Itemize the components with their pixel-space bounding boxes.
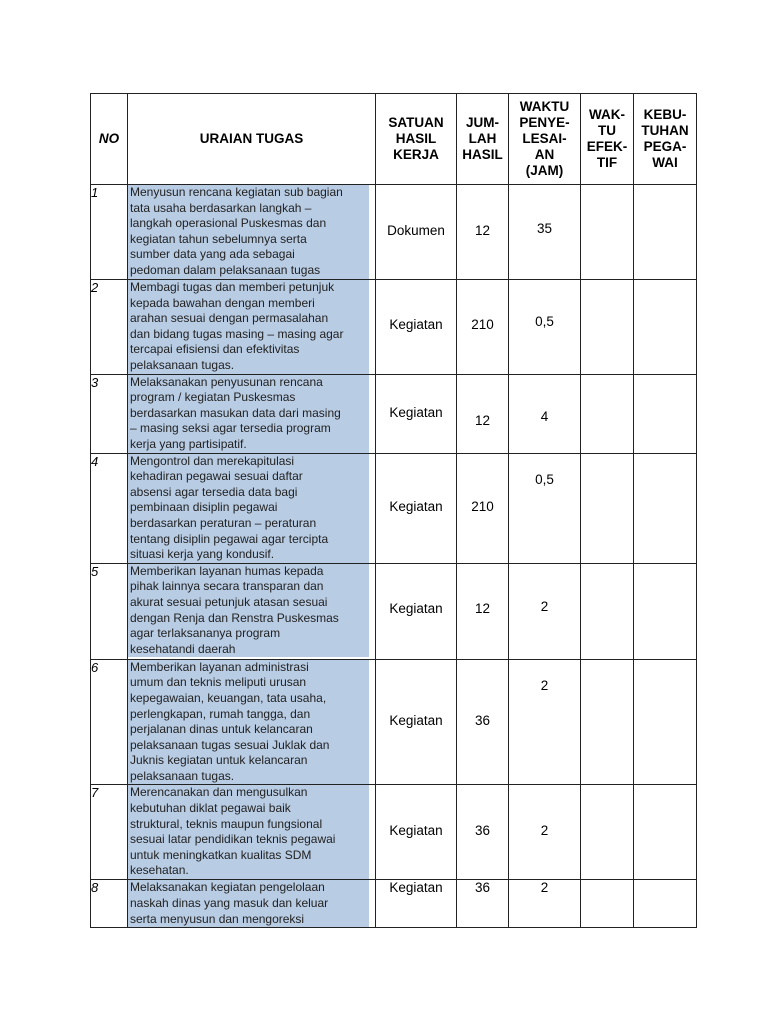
- row-number: 8: [91, 880, 128, 928]
- row-number: 5: [91, 563, 128, 659]
- task-line: Memberikan layanan administrasi: [130, 659, 309, 674]
- staff-need-cell: [634, 659, 697, 785]
- task-line: Mengontrol dan merekapitulasi: [130, 453, 295, 468]
- time-cell: [509, 659, 581, 785]
- time-cell: [509, 453, 581, 563]
- unit-cell: [376, 185, 457, 280]
- time-cell: [509, 563, 581, 659]
- quantity-cell-value: 12: [474, 223, 491, 238]
- unit-cell: [376, 880, 457, 928]
- header-line: WAI: [652, 155, 678, 170]
- unit-cell: [376, 374, 457, 453]
- table-row: [91, 880, 697, 928]
- unit-cell-value: Kegiatan: [389, 823, 443, 839]
- task-description: [128, 280, 376, 375]
- quantity-cell-value: 210: [471, 317, 494, 332]
- header-line: PENYE-: [519, 115, 570, 130]
- time-cell-value: 0,5: [535, 471, 554, 487]
- unit-cell-value: Dokumen: [387, 223, 445, 238]
- unit-cell-value: Kegiatan: [389, 404, 443, 420]
- highlighted-text: [128, 185, 369, 279]
- task-line: untuk meningkatkan kualitas SDM: [130, 847, 312, 862]
- header-line: TU: [598, 123, 616, 138]
- header-no: NO: [91, 94, 128, 185]
- task-description: [128, 374, 376, 453]
- staff-need-cell: [634, 453, 697, 563]
- effective-time-cell: [581, 880, 634, 928]
- task-line: akurat sesuai petunjuk atasan sesuai: [130, 594, 328, 609]
- time-cell: [509, 280, 581, 375]
- header-line: LESAI-: [522, 131, 567, 146]
- staff-need-cell: [634, 185, 697, 280]
- quantity-cell-value: 12: [474, 600, 491, 616]
- task-line: kesehatandi daerah: [130, 641, 236, 656]
- unit-cell: [376, 453, 457, 563]
- header-line: PEGA-: [643, 139, 687, 154]
- highlighted-text: [128, 880, 369, 927]
- task-description: [128, 185, 376, 280]
- task-line: pelaksanaan tugas sesuai Juklak dan: [130, 737, 330, 752]
- table-row: [91, 453, 697, 563]
- header-line: HASIL: [462, 147, 503, 162]
- row-number: 4: [91, 453, 128, 563]
- table-row: [91, 659, 697, 785]
- time-cell: [509, 880, 581, 928]
- quantity-cell: [457, 280, 509, 375]
- task-line: naskah dinas yang masuk dan keluar: [130, 896, 329, 911]
- task-line: kesehatan.: [130, 863, 189, 878]
- task-line: berdasarkan masukan data dari masing: [130, 405, 341, 420]
- quantity-cell-value: 210: [471, 498, 494, 514]
- header-need: [634, 94, 697, 185]
- quantity-cell-value: 36: [474, 880, 491, 896]
- task-line: Membagi tugas dan memberi petunjuk: [130, 280, 335, 294]
- task-description: [128, 563, 376, 659]
- row-number: 1: [91, 185, 128, 280]
- header-unit: [376, 94, 457, 185]
- task-table: [90, 93, 697, 928]
- task-line: struktural, teknis maupun fungsional: [130, 816, 323, 831]
- highlighted-text: [128, 454, 369, 563]
- effective-time-cell: [581, 374, 634, 453]
- header-effective: [581, 94, 634, 185]
- header-line: EFEK-: [586, 139, 628, 154]
- header-line: WAKTU: [519, 99, 570, 114]
- row-number: 6: [91, 659, 128, 785]
- effective-time-cell: [581, 659, 634, 785]
- quantity-cell: [457, 185, 509, 280]
- task-line: sesuai latar pendidikan teknis pegawai: [130, 832, 336, 847]
- header-line: KERJA: [393, 147, 439, 162]
- header-line: JUM-: [466, 115, 499, 130]
- time-cell-value: 4: [540, 408, 549, 424]
- staff-need-cell: [634, 280, 697, 375]
- highlighted-text: [128, 785, 369, 879]
- effective-time-cell: [581, 785, 634, 880]
- highlighted-text: [128, 375, 369, 453]
- task-line: tercapai efisiensi dan efektivitas: [130, 342, 300, 357]
- task-line: dengan Renja dan Renstra Puskesmas: [130, 610, 339, 625]
- task-line: – masing seksi agar tersedia program: [130, 421, 331, 436]
- header-row: [91, 94, 697, 185]
- table-row: [91, 374, 697, 453]
- staff-need-cell: [634, 374, 697, 453]
- task-line: serta menyusun dan mengoreksi: [130, 911, 305, 926]
- table-row: [91, 280, 697, 375]
- task-line: langkah operasional Puskesmas dan: [130, 216, 327, 231]
- quantity-cell: [457, 453, 509, 563]
- task-description: [128, 785, 376, 880]
- quantity-cell: [457, 880, 509, 928]
- header-line: TUHAN: [641, 123, 689, 138]
- header-line: HASIL: [395, 131, 437, 146]
- unit-cell: [376, 659, 457, 785]
- task-line: pembinaan disiplin pegawai: [130, 500, 278, 515]
- task-line: tata usaha berdasarkan langkah –: [130, 200, 312, 215]
- time-cell-value: 2: [540, 677, 549, 693]
- task-line: situasi kerja yang kondusif.: [130, 547, 275, 562]
- task-line: kepada bawahan dengan memberi: [130, 295, 315, 310]
- table-row: [91, 185, 697, 280]
- unit-cell: [376, 280, 457, 375]
- task-line: Memberikan layanan humas kepada: [130, 563, 324, 578]
- header-line: SATUAN: [388, 115, 444, 130]
- header-line: AN: [534, 147, 555, 162]
- quantity-cell: [457, 563, 509, 659]
- task-line: pelaksanaan tugas.: [130, 768, 235, 783]
- effective-time-cell: [581, 280, 634, 375]
- header-line: WAK-: [589, 107, 625, 122]
- unit-cell-value: Kegiatan: [389, 600, 443, 616]
- quantity-cell: [457, 785, 509, 880]
- task-line: kegiatan tahun sebelumnya serta: [130, 231, 307, 246]
- unit-cell: [376, 563, 457, 659]
- row-number: 7: [91, 785, 128, 880]
- table-row: [91, 785, 697, 880]
- task-line: Juknis kegiatan untuk kelancaran: [130, 753, 308, 768]
- row-number: 3: [91, 374, 128, 453]
- effective-time-cell: [581, 185, 634, 280]
- quantity-cell-value: 12: [474, 412, 491, 428]
- task-line: perjalanan dinas untuk kelancaran: [130, 722, 313, 737]
- task-line: pedoman dalam pelaksanaan tugas: [130, 262, 321, 277]
- header-time: [509, 94, 581, 185]
- quantity-cell: [457, 374, 509, 453]
- time-cell: [509, 374, 581, 453]
- quantity-cell-value: 36: [474, 823, 491, 839]
- unit-cell-value: Kegiatan: [389, 317, 443, 332]
- task-line: kebutuhan diklat pegawai baik: [130, 801, 291, 816]
- task-description: [128, 453, 376, 563]
- task-line: arahan sesuai dengan permasalahan: [130, 311, 329, 326]
- highlighted-text: [128, 280, 369, 374]
- task-line: kehadiran pegawai sesuai daftar: [130, 469, 303, 484]
- unit-cell: [376, 785, 457, 880]
- task-line: Merencanakan dan mengusulkan: [130, 785, 308, 800]
- header-line: (JAM): [525, 163, 564, 178]
- row-number: 2: [91, 280, 128, 375]
- header-line: KEBU-: [643, 107, 687, 122]
- time-cell-value: 2: [540, 598, 549, 614]
- highlighted-text: [128, 660, 369, 785]
- effective-time-cell: [581, 563, 634, 659]
- time-cell: [509, 785, 581, 880]
- time-cell-value: 0,5: [535, 314, 554, 329]
- header-line: LAH: [468, 131, 497, 146]
- task-line: kerja yang partisipatif.: [130, 436, 247, 451]
- task-line: sumber data yang ada sebagai: [130, 247, 295, 262]
- time-cell-value: 2: [540, 880, 549, 896]
- task-line: absensi agar tersedia data bagi: [130, 484, 298, 499]
- header-qty: [457, 94, 509, 185]
- staff-need-cell: [634, 563, 697, 659]
- unit-cell-value: Kegiatan: [389, 712, 443, 728]
- task-line: program / kegiatan Puskesmas: [130, 390, 296, 405]
- header-line: TIF: [596, 155, 618, 170]
- task-description: [128, 659, 376, 785]
- task-line: umum dan teknis meliputi urusan: [130, 675, 307, 690]
- staff-need-cell: [634, 880, 697, 928]
- task-line: Menyusun rencana kegiatan sub bagian: [130, 185, 343, 199]
- time-cell: [509, 185, 581, 280]
- task-description: [128, 880, 376, 928]
- task-line: pihak lainnya secara transparan dan: [130, 579, 324, 594]
- quantity-cell-value: 36: [474, 712, 491, 728]
- header-task: URAIAN TUGAS: [128, 94, 376, 185]
- effective-time-cell: [581, 453, 634, 563]
- task-line: perlengkapan, rumah tangga, dan: [130, 706, 311, 721]
- task-line: agar terlaksananya program: [130, 626, 281, 641]
- time-cell-value: 35: [536, 221, 553, 236]
- task-line: kepegawaian, keuangan, tata usaha,: [130, 690, 327, 705]
- task-line: berdasarkan peraturan – peraturan: [130, 515, 317, 530]
- unit-cell-value: Kegiatan: [389, 880, 443, 896]
- task-line: pelaksanaan tugas.: [130, 357, 235, 372]
- time-cell-value: 2: [540, 823, 549, 839]
- staff-need-cell: [634, 785, 697, 880]
- table-row: [91, 563, 697, 659]
- task-line: Melaksanakan kegiatan pengelolaan: [130, 880, 325, 895]
- task-line: Melaksanakan penyusunan rencana: [130, 374, 323, 389]
- unit-cell-value: Kegiatan: [389, 498, 443, 514]
- task-line: dan bidang tugas masing – masing agar: [130, 326, 344, 341]
- quantity-cell: [457, 659, 509, 785]
- highlighted-text: [128, 564, 369, 658]
- task-line: tentang disiplin pegawai agar tercipta: [130, 531, 329, 546]
